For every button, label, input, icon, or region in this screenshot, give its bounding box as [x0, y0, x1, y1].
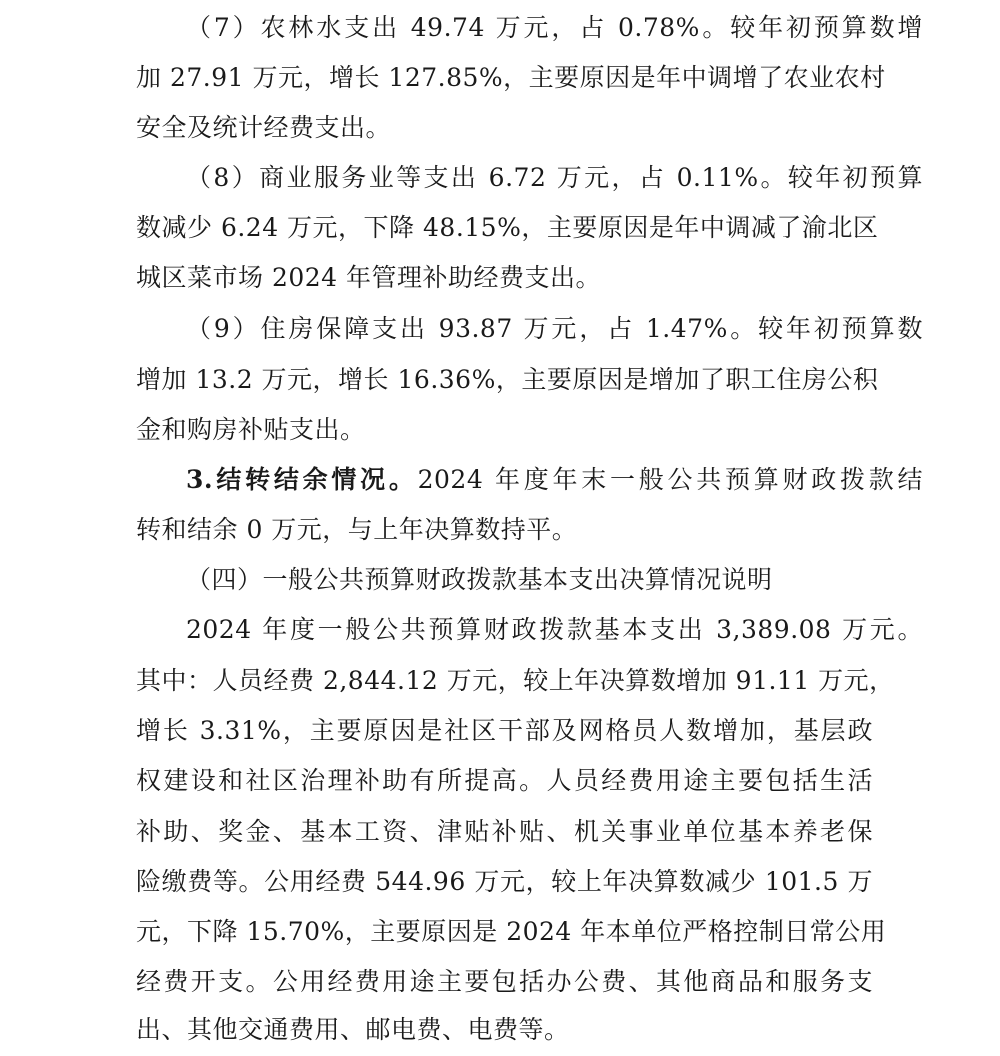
paragraph-line: （8）商业服务业等支出 6.72 万元，占 0.11%。较年初预算 — [186, 163, 923, 192]
paragraph-line: 元，下降 15.70%，主要原因是 2024 年本单位严格控制日常公用 — [136, 917, 887, 946]
paragraph-line: 险缴费等。公用经费 544.96 万元，较上年决算数减少 101.5 万 — [136, 867, 873, 896]
paragraph-line: 增加 13.2 万元，增长 16.36%，主要原因是增加了职工住房公积 — [136, 365, 879, 394]
section-heading: 3.结转结余情况。 — [186, 465, 418, 494]
paragraph-line: 2024 年度一般公共预算财政拨款基本支出 3,389.08 万元。 — [186, 615, 923, 644]
paragraph-line: 经费开支。公用经费用途主要包括办公费、其他商品和服务支 — [136, 967, 873, 996]
paragraph-line: （9）住房保障支出 93.87 万元，占 1.47%。较年初预算数 — [186, 314, 923, 343]
paragraph-line: 数减少 6.24 万元，下降 48.15%，主要原因是年中调减了渝北区 — [136, 213, 879, 242]
paragraph-line: 其中：人员经费 2,844.12 万元，较上年决算数增加 91.11 万元， — [136, 666, 895, 695]
carryover-text: 2024 年度年末一般公共预算财政拨款结 — [417, 465, 923, 494]
paragraph-line: 金和购房补贴支出。 — [136, 415, 366, 444]
carryover-line — [186, 455, 923, 505]
paragraph-line: （7）农林水支出 49.74 万元，占 0.78%。较年初预算数增 — [186, 13, 923, 42]
paragraph-line: 城区菜市场 2024 年管理补助经费支出。 — [136, 263, 602, 292]
paragraph-line: 增长 3.31%，主要原因是社区干部及网格员人数增加，基层政 — [136, 716, 873, 745]
paragraph-line: 转和结余 0 万元，与上年决算数持平。 — [136, 515, 578, 544]
paragraph-line: 补助、奖金、基本工资、津贴补贴、机关事业单位基本养老保 — [136, 817, 873, 846]
paragraph-line: 安全及统计经费支出。 — [136, 113, 392, 142]
paragraph-line: 加 27.91 万元，增长 127.85%，主要原因是年中调增了农业农村 — [136, 63, 886, 92]
paragraph-line: 权建设和社区治理补助有所提高。人员经费用途主要包括生活 — [136, 766, 873, 795]
paragraph-line: 出、其他交通费用、邮电费、电费等。 — [136, 1015, 570, 1044]
subsection-title: （四）一般公共预算财政拨款基本支出决算情况说明 — [186, 565, 773, 594]
